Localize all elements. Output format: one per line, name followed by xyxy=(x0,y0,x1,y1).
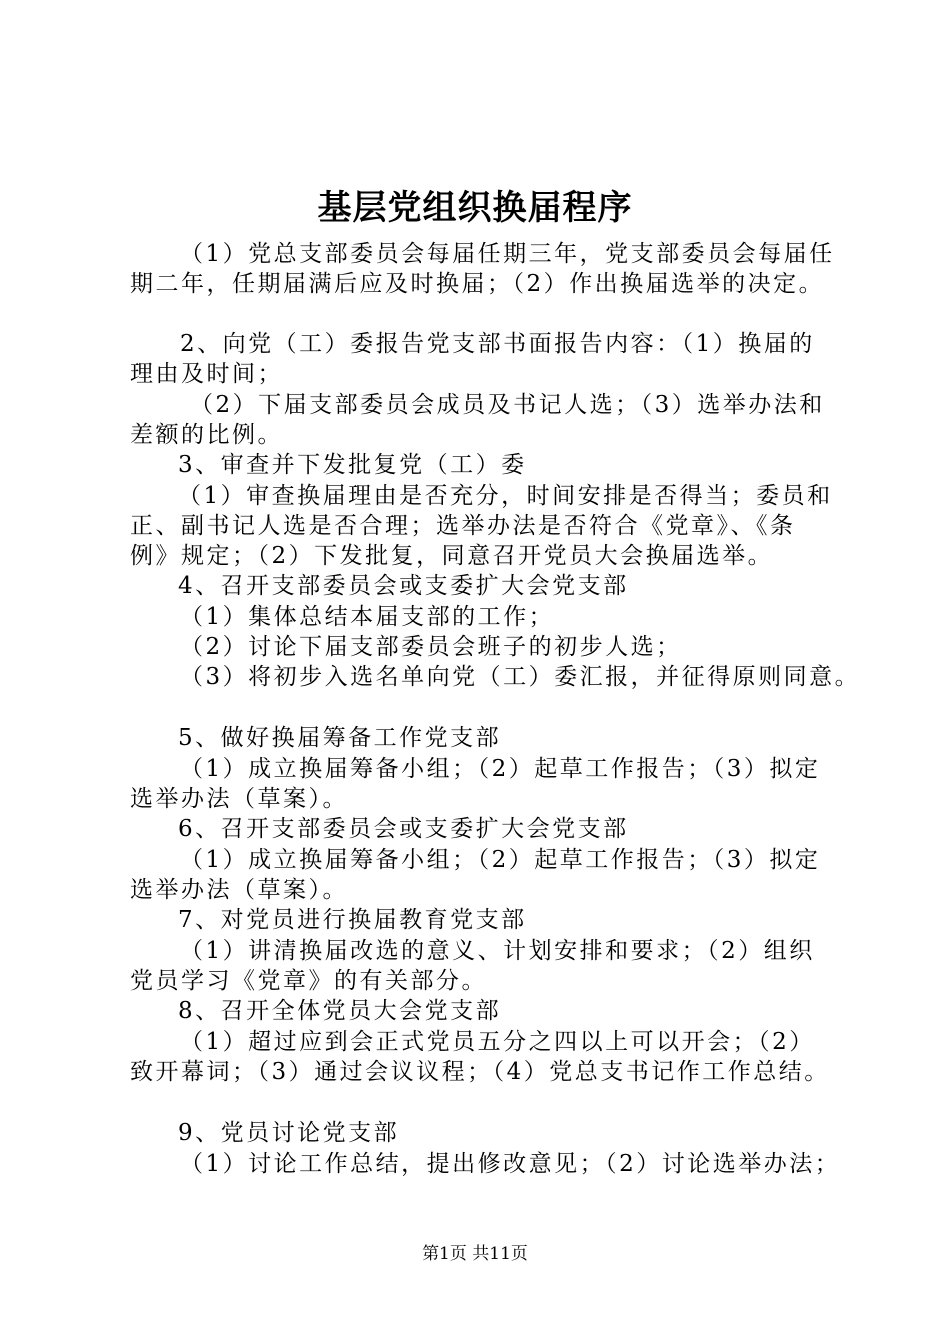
body-line: 9、党员讨论党支部 xyxy=(178,1120,400,1146)
body-line: 党员学习《党章》的有关部分。 xyxy=(130,968,487,994)
body-line: （1）集体总结本届支部的工作； xyxy=(180,604,555,630)
body-line: 5、做好换届筹备工作党支部 xyxy=(178,725,502,751)
body-line: 理由及时间； xyxy=(130,361,283,387)
document-title: 基层党组织换届程序 xyxy=(317,188,633,228)
body-line: 致开幕词；（3）通过会议议程；（4）党总支书记作工作总结。 xyxy=(130,1059,830,1085)
body-line: （1）成立换届筹备小组；（2）起草工作报告；（3）拟定 xyxy=(180,847,821,873)
body-line: 7、对党员进行换届教育党支部 xyxy=(178,907,527,933)
body-line: 选举办法（草案）。 xyxy=(130,877,348,903)
body-line: 6、召开支部委员会或支委扩大会党支部 xyxy=(178,816,629,842)
body-line: （3）将初步入选名单向党（工）委汇报，并征得原则同意。 xyxy=(180,664,861,690)
body-line: 期二年，任期届满后应及时换届；（2）作出换届选举的决定。 xyxy=(130,271,825,297)
body-line: （1）超过应到会正式党员五分之四以上可以开会；（2） xyxy=(180,1029,815,1055)
body-line: （1）讲清换届改选的意义、计划安排和要求；（2）组织 xyxy=(180,938,815,964)
body-line: （1）讨论工作总结，提出修改意见；（2）讨论选举办法； xyxy=(180,1151,841,1177)
body-line: 例》规定；（2）下发批复，同意召开党员大会换届选举。 xyxy=(130,543,774,569)
body-line: （1）党总支部委员会每届任期三年，党支部委员会每届任 xyxy=(180,241,835,267)
body-line: 选举办法（草案）。 xyxy=(130,786,348,812)
body-line: （2）讨论下届支部委员会班子的初步人选； xyxy=(180,634,682,660)
body-line: （2）下届支部委员会成员及书记人选；（3）选举办法和 xyxy=(190,392,825,418)
body-line: （1）审查换届理由是否充分，时间安排是否得当；委员和 xyxy=(178,483,833,509)
body-line: 4、召开支部委员会或支委扩大会党支部 xyxy=(178,573,629,599)
body-line: 3、审查并下发批复党（工）委 xyxy=(178,452,527,478)
body-line: 8、召开全体党员大会党支部 xyxy=(178,998,502,1024)
page-number: 第1页 共11页 xyxy=(422,1244,528,1264)
body-line: 差额的比例。 xyxy=(130,422,283,448)
body-line: 正、副书记人选是否合理；选举办法是否符合《党章》、《条 xyxy=(130,513,796,539)
body-line: （1）成立换届筹备小组；（2）起草工作报告；（3）拟定 xyxy=(180,756,821,782)
body-line: 2、向党（工）委报告党支部书面报告内容：（1）换届的 xyxy=(180,331,815,357)
